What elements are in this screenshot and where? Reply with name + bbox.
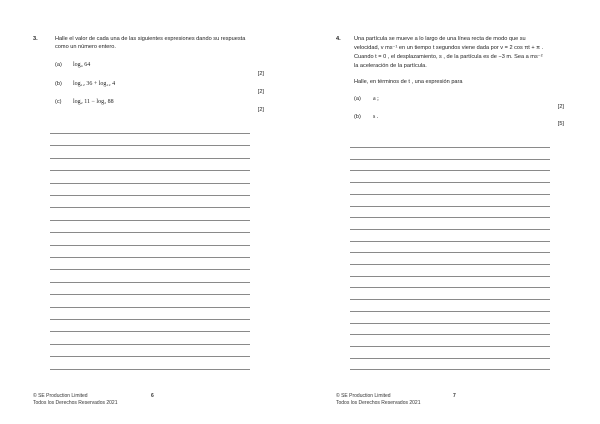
page-number: 7 <box>453 393 456 399</box>
answer-line <box>350 170 550 171</box>
right-page <box>300 0 600 424</box>
part-c-label: (c) <box>55 99 62 105</box>
footer-copyright: © SE Production Limited <box>33 393 88 399</box>
part-a-expression: log₄ 64 <box>73 62 91 68</box>
answer-line <box>350 229 550 230</box>
answer-line <box>50 158 250 159</box>
answer-line <box>50 220 250 221</box>
part-c-marks: [2] <box>257 107 264 113</box>
answer-line <box>50 170 250 171</box>
answer-line <box>350 182 550 183</box>
answer-line <box>50 294 250 295</box>
answer-line <box>50 344 250 345</box>
answer-line <box>350 358 550 359</box>
answer-line <box>350 241 550 242</box>
answer-line <box>50 307 250 308</box>
part-b-label: (b) <box>354 114 361 120</box>
answer-line <box>50 319 250 320</box>
answer-line <box>350 264 550 265</box>
part-a-label: (a) <box>55 62 62 68</box>
question-4-stem-line3: Cuando t = 0 , el desplazamiento, s , de la partícula es de −3 m. Sea a ms⁻² <box>354 54 543 60</box>
answer-line <box>350 276 550 277</box>
answer-line <box>50 245 250 246</box>
answer-line <box>50 183 250 184</box>
answer-line <box>350 311 550 312</box>
question-4-stem-line4: la aceleración de la partícula. <box>354 63 427 69</box>
part-c-expression: log₂ 11 − log₂ 88 <box>73 99 114 105</box>
part-a-label: (a) <box>354 96 361 102</box>
answer-lines <box>350 147 550 381</box>
part-a-marks: [2] <box>257 71 264 77</box>
answer-line <box>350 252 550 253</box>
part-b-marks: [2] <box>257 89 264 95</box>
part-b-expression: log₁₂ 36 + log₁₂ 4 <box>73 81 116 87</box>
answer-line <box>350 334 550 335</box>
answer-line <box>50 269 250 270</box>
answer-line <box>350 346 550 347</box>
part-b-marks: [5] <box>557 121 564 127</box>
answer-line <box>50 232 250 233</box>
question-4-instruction: Halle, en términos de t , una expresión para <box>354 79 463 85</box>
answer-line <box>350 147 550 148</box>
question-4-stem-line2: velocidad, v ms⁻¹ en un tiempo t segundos viene dada por v = 2 cos πt + π . <box>354 45 544 51</box>
part-a-expression: a ; <box>373 96 379 102</box>
part-b-expression: s . <box>373 114 379 120</box>
part-b-label: (b) <box>55 81 62 87</box>
question-3-stem-line2: como un número entero. <box>55 44 116 50</box>
footer-rights: Todos los Derechos Reservados 2021 <box>33 400 118 406</box>
part-a-marks: [2] <box>557 104 564 110</box>
answer-line <box>350 369 550 370</box>
answer-lines <box>50 133 250 381</box>
page-number: 6 <box>151 393 154 399</box>
answer-line <box>50 257 250 258</box>
answer-line <box>50 331 250 332</box>
answer-line <box>50 207 250 208</box>
answer-line <box>350 299 550 300</box>
answer-line <box>350 323 550 324</box>
question-3-stem-line1: Halle el valor de cada una de las siguientes expresiones dando su respuesta <box>55 36 246 42</box>
answer-line <box>50 369 250 370</box>
question-4-number: 4. <box>336 36 341 42</box>
answer-line <box>350 159 550 160</box>
answer-line <box>50 356 250 357</box>
answer-line <box>50 195 250 196</box>
answer-line <box>50 282 250 283</box>
footer-rights: Todos los Derechos Reservados 2021 <box>336 400 421 406</box>
answer-line <box>350 217 550 218</box>
question-4-stem-line1: Una partícula se mueve a lo largo de una línea recta de modo que su <box>354 36 526 42</box>
answer-line <box>350 206 550 207</box>
answer-line <box>350 194 550 195</box>
answer-line <box>50 133 250 134</box>
answer-line <box>350 287 550 288</box>
footer-copyright: © SE Production Limited <box>336 393 391 399</box>
question-3-number: 3. <box>33 36 38 42</box>
answer-line <box>50 145 250 146</box>
